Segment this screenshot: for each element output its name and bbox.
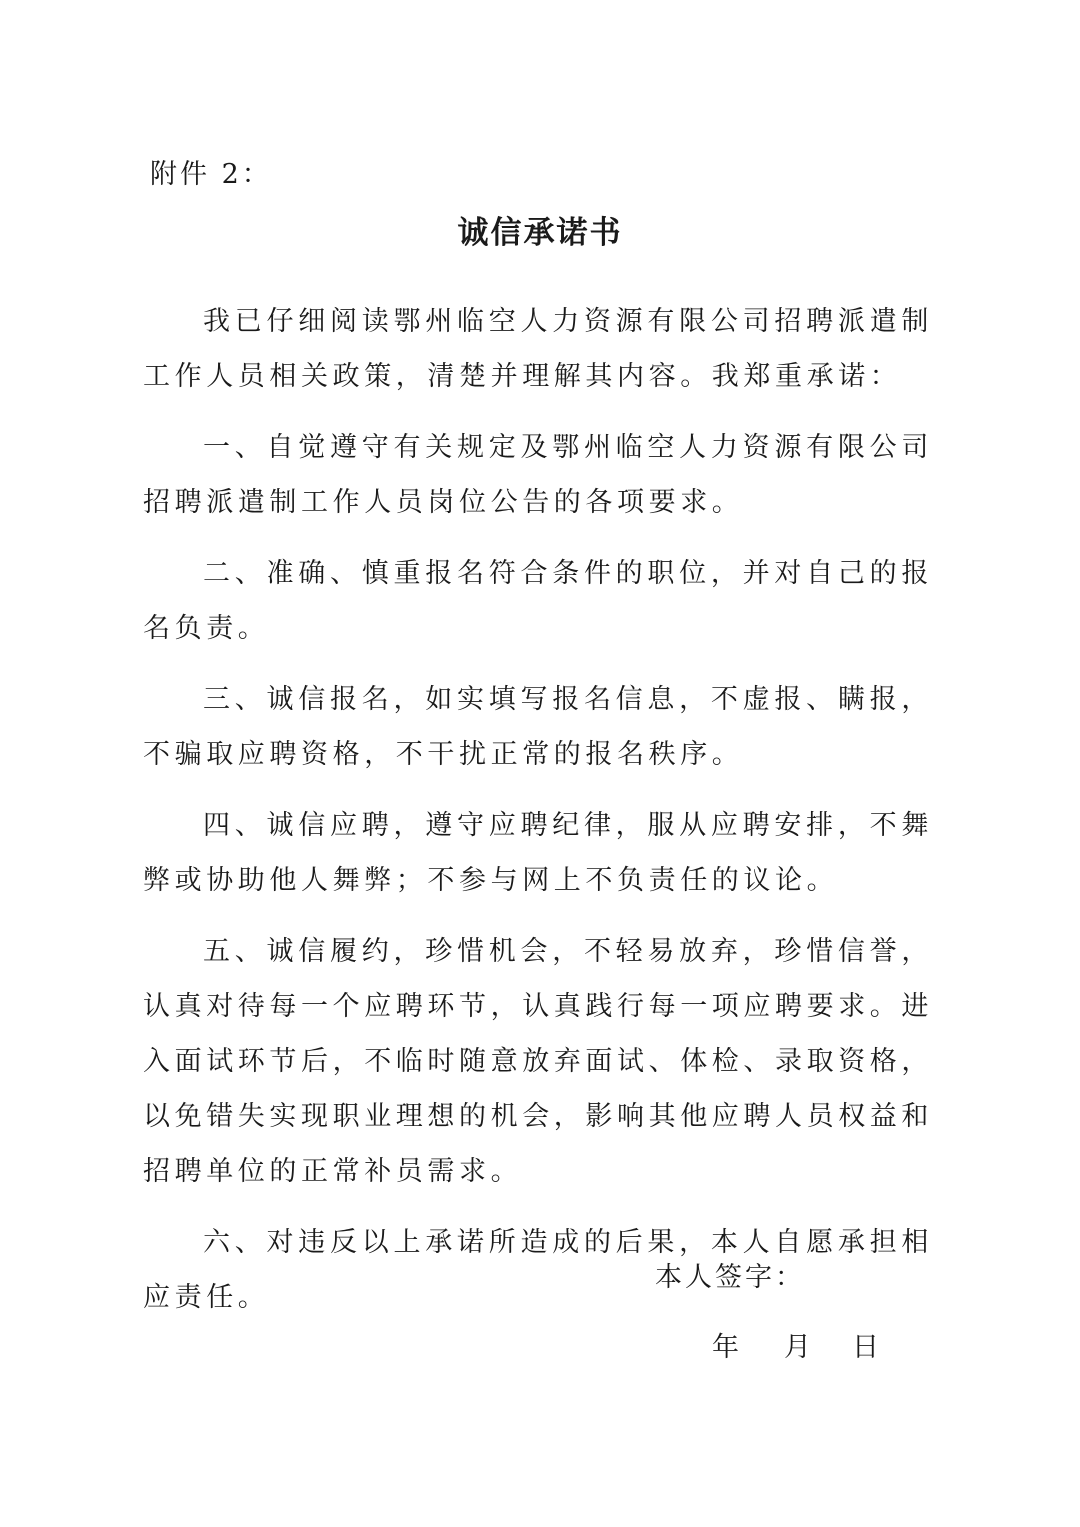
paragraph-1: 一、自觉遵守有关规定及鄂州临空人力资源有限公司招聘派遣制工作人员岗位公告的各项要求。 <box>143 432 933 518</box>
date-line <box>712 1328 879 1368</box>
document-body <box>143 294 933 1341</box>
paragraph-6: 六、对违反以上承诺所造成的后果，本人自愿承担相应责任。 <box>143 1227 933 1313</box>
signature-label: 本人签字： <box>655 1262 805 1293</box>
paragraph-5: 五、诚信履约，珍惜机会，不轻易放弃，珍惜信誉，认真对待每一个应聘环节，认真践行每一项应聘要求。进入面试环节后，不临时随意放弃面试、体检、录取资格，以免错失实现职业理想的机会，影响其他应聘人员权益和招聘单位的正常补员需求。 <box>143 936 933 1187</box>
paragraph-2: 二、准确、慎重报名符合条件的职位，并对自己的报名负责。 <box>143 558 933 644</box>
date-day-label: 日 <box>852 1332 879 1363</box>
document-title: 诚信承诺书 <box>457 215 623 251</box>
date-year-label: 年 <box>712 1332 739 1363</box>
date-month-label: 月 <box>784 1332 811 1363</box>
paragraph-3: 三、诚信报名，如实填写报名信息，不虚报、瞒报，不骗取应聘资格，不干扰正常的报名秩序。 <box>143 684 933 770</box>
paragraph-4: 四、诚信应聘，遵守应聘纪律，服从应聘安排，不舞弊或协助他人舞弊；不参与网上不负责任的议论。 <box>143 810 933 896</box>
attachment-label: 附件 2： <box>150 159 272 190</box>
paragraph-intro: 我已仔细阅读鄂州临空人力资源有限公司招聘派遣制工作人员相关政策，清楚并理解其内容。我郑重承诺： <box>143 306 933 392</box>
